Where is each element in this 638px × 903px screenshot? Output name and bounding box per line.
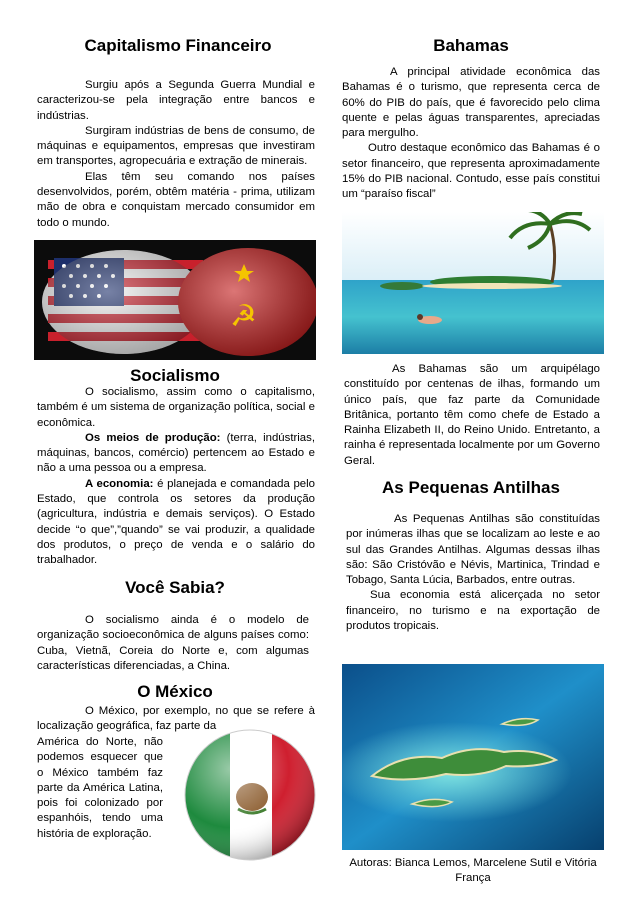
voce-sabia-p1: O socialismo ainda é o modelo de organização socioeconômica de alguns países como: Cuba, Vietnã, Coreia do Norte e, com algumas características diferenciadas, a China. (37, 614, 309, 672)
voce-sabia-text (37, 613, 309, 674)
bahamas-p2: Outro destaque econômico das Bahamas é o setor financeiro, que representa aproximadamente 15% do PIB nacional. Contudo, esse país constitui um “paraíso fiscal” (342, 142, 600, 201)
hammer-sickle-icon: ☭ (230, 299, 257, 334)
authors-caption: Autoras: Bianca Lemos, Marcelene Sutil e Vitória França (349, 857, 597, 885)
meios-producao-label: Os meios de produção: (85, 431, 221, 444)
socialismo-title: Socialismo (130, 366, 220, 385)
mexico-p1a: O México, por exemplo, no que se refere à localização geográfica, faz parte da (37, 705, 315, 733)
capitalismo-p3: Elas têm seu comando nos países desenvolvidos, porém, obtêm matéria - prima, utilizam mão de obra e conquistam mercado consumidor em todo o mundo. (37, 170, 315, 229)
capitalismo-p2: Surgiram indústrias de bens de consumo, de máquinas e equipamentos, empresas que investiram em transportes, agropecuária e extração de minerais. (37, 124, 315, 168)
gloves-illustration (34, 240, 316, 360)
antilhas-title: As Pequenas Antilhas (382, 478, 560, 497)
capitalismo-p1: Surgiu após a Segunda Guerra Mundial e caracterizou-se pela integração entre bancos e indústrias. (37, 79, 315, 122)
bahamas-text-2 (344, 362, 600, 469)
bahamas-title: Bahamas (433, 36, 509, 55)
socialismo-text (37, 385, 315, 569)
economia-label: A economia: (85, 477, 154, 490)
mexico-text-left (37, 735, 163, 842)
antilhas-p1: As Pequenas Antilhas são constituídas por inúmeras ilhas que se localizam ao leste e ao sul das Grandes Antilhas. Algumas dessas ilhas são: São Cristóvão e Névis, Martinica, Trindad e Tobago, Santa Lúcia, Barbados, entre outras. (346, 513, 600, 587)
socialismo-p1: O socialismo, assim como o capitalismo, também é um sistema de organização política, social e econômica. (37, 386, 315, 429)
mexico-flag-image (180, 725, 320, 865)
mexico-p1b: América do Norte, não podemos esquecer que o México também faz parte da América Latina, pois foi colonizado por espanhóis, tendo uma história de exploração. (37, 736, 163, 840)
antilhas-p2: Sua economia está alicerçada no setor financeiro, no turismo e na exportação de produtos tropicais. (346, 589, 600, 633)
capitalismo-text (37, 78, 315, 231)
bahamas-p1: A principal atividade econômica das Bahamas é o turismo, que representa cerca de 60% do PIB do país, que é favorecido pelo clima quente e pelas águas transparentes, apreciadas para mergulho. (342, 66, 600, 140)
bahamas-beach-image (342, 212, 604, 354)
boxing-gloves-image (34, 240, 316, 360)
antilhas-island-image (342, 664, 604, 850)
soviet-flag-glove (178, 248, 316, 356)
bahamas-text (342, 65, 600, 203)
socialismo-p2: (terra, indústrias, máquinas, bancos, comércio) pertencem ao Estado e não a uma pessoa ou a empresa. (37, 431, 316, 475)
mexico-title: O México (137, 682, 213, 701)
capitalismo-title: Capitalismo Financeiro (84, 36, 272, 55)
voce-sabia-title: Você Sabia? (125, 578, 225, 597)
antilhas-text (346, 512, 600, 634)
bahamas-p3: As Bahamas são um arquipélago constituído por centenas de ilhas, formando um único país, que faz parte da Comunidade Britânica, portanto têm como chefe de Estado a Rainha Elizabeth II, do Reino Unido. Entretanto, a rainha é representada localmente por um Governo Geral. (344, 363, 600, 467)
socialismo-p3: é planejada e comandada pelo Estado, que controla os setores da produção (agricultura, indústria e demais serviços). O Estado decide “o que”,”quando” se vai produzir, a qualidade dos produtos, o preço de venda e o salário do trabalhador. (37, 477, 315, 567)
